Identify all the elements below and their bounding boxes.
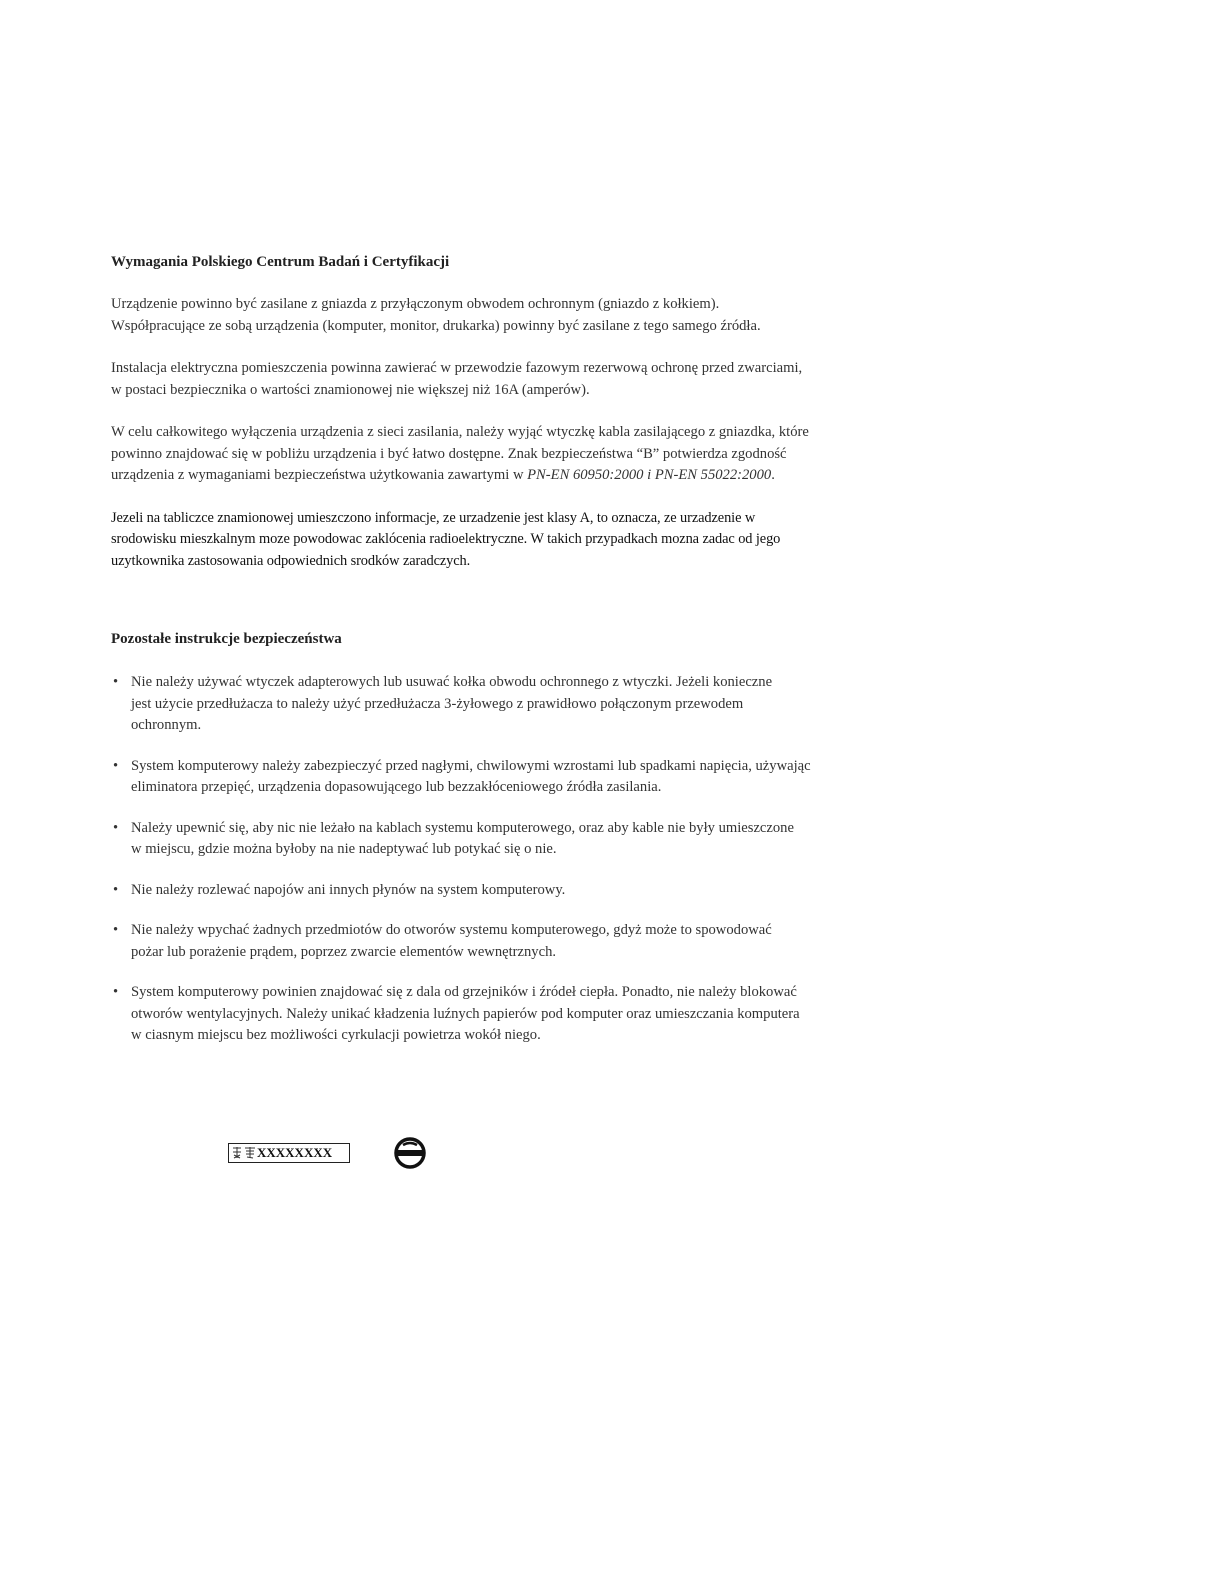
conjunction: i — [643, 467, 655, 483]
paragraph-line: urządzenia z wymaganiami bezpieczeństwa użytkowania zawartymi w — [111, 467, 528, 483]
list-item-line: eliminatora przepięć, urządzenia dopasowującego lub bezzakłóceniowego źródła zasilania. — [131, 779, 662, 795]
certification-code: XXXXXXXX — [257, 1145, 333, 1160]
paragraph-line: w postaci bezpiecznika o wartości znamionowej nie większej niż 16A (amperów). — [111, 381, 590, 398]
list-item-line: Nie należy używać wtyczek adapterowych lub usuwać kołka obwodu ochronnego z wtyczki. Jeżeli konieczne — [131, 674, 773, 690]
bullet-icon: • — [113, 819, 119, 836]
paragraph-line: uzytkownika zastosowania odpowiednich srodków zaradczych. — [111, 552, 471, 569]
paragraph-grounding — [111, 294, 941, 337]
list-item-line: System komputerowy powinien znajdować się z dala od grzejników i źródeł ciepła. Ponadto, nie należy blokować — [131, 984, 797, 1000]
list-item — [111, 672, 941, 737]
list-item-line: System komputerowy należy zabezpieczyć przed nagłymi, chwilowymi wzrostami lub spadkami napięcia, używając — [131, 757, 811, 774]
list-item-line: Należy upewnić się, aby nic nie leżało na kablach systemu komputerowego, oraz aby kable nie były umieszczone — [131, 819, 794, 836]
section-heading-safety: Pozostałe instrukcje bezpieczeństwa — [111, 631, 342, 647]
paragraph-line: srodowisku mieszkalnym moze powodowac zaklócenia radioelektryczne. W takich przypadkach mozna zadac od jego — [111, 531, 781, 547]
cjk-characters-icon — [231, 1146, 257, 1160]
safety-instructions-list — [111, 672, 941, 1047]
paragraph-line: Jezeli na tabliczce znamionowej umieszczono informacje, ze urzadzenie jest klasy A, to oznacza, ze urzadzenie w — [111, 509, 756, 526]
paragraph-disconnect — [111, 422, 941, 487]
bullet-icon: • — [113, 984, 119, 1000]
period: . — [771, 467, 775, 483]
paragraph-line: Urządzenie powinno być zasilane z gniazda z przyłączonym obwodem ochronnym (gniazdo z kołkiem). — [111, 296, 720, 312]
paragraph-fuse — [111, 358, 941, 401]
list-item-line: w miejscu, gdzie można byłoby na nie nadeptywać lub potykać się o nie. — [131, 841, 557, 857]
standard-reference: PN-EN 55022:2000 — [654, 467, 772, 483]
certification-marks — [228, 1135, 428, 1171]
bullet-icon: • — [113, 881, 119, 898]
bullet-icon: • — [113, 922, 119, 938]
paragraph-line: powinno znajdować się w pobliżu urządzenia i być łatwo dostępne. Znak bezpieczeństwa “B” potwierdza zgodność — [111, 445, 787, 462]
standard-reference: PN-EN 60950:2000 — [527, 467, 644, 483]
certification-label — [228, 1143, 350, 1163]
list-item-line: jest użycie przedłużacza to należy użyć przedłużacza 3-żyłowego z prawidłowo połączonym przewodem — [131, 695, 744, 712]
list-item-line: Nie należy rozlewać napojów ani innych płynów na system komputerowy. — [131, 881, 566, 898]
list-item — [111, 920, 941, 963]
section-heading-pcbc: Wymagania Polskiego Centrum Badań i Certyfikacji — [111, 254, 450, 270]
list-item-line: w ciasnym miejscu bez możliwości cyrkulacji powietrza wokół niego. — [131, 1027, 541, 1043]
paragraph-line: W celu całkowitego wyłączenia urządzenia z sieci zasilania, należy wyjąć wtyczkę kabla zasilającego z gniazdka, które — [111, 424, 809, 440]
bullet-icon: • — [113, 757, 119, 774]
list-item — [111, 982, 941, 1047]
bullet-icon: • — [113, 674, 119, 690]
list-item-line: otworów wentylacyjnych. Należy unikać kładzenia luźnych papierów pod komputer oraz umieszczania komputera — [131, 1005, 800, 1022]
paragraph-line: Instalacja elektryczna pomieszczenia powinna zawierać w przewodzie fazowym rezerwową ochronę przed zwarciami, — [111, 360, 803, 376]
list-item-line: pożar lub porażenie prądem, poprzez zwarcie elementów wewnętrznych. — [131, 943, 557, 960]
list-item-line: Nie należy wpychać żadnych przedmiotów do otworów systemu komputerowego, gdyż może to spowodować — [131, 922, 772, 938]
paragraph-line: Współpracujące ze sobą urządzenia (komputer, monitor, drukarka) powinny być zasilane z tego samego źródła. — [111, 317, 761, 334]
list-item-line: ochronnym. — [131, 717, 202, 733]
safety-b-mark-icon — [392, 1135, 428, 1171]
paragraph-class-a — [111, 508, 941, 573]
list-item — [111, 756, 941, 799]
document-body — [111, 252, 941, 1066]
list-item — [111, 818, 941, 861]
list-item — [111, 880, 941, 902]
